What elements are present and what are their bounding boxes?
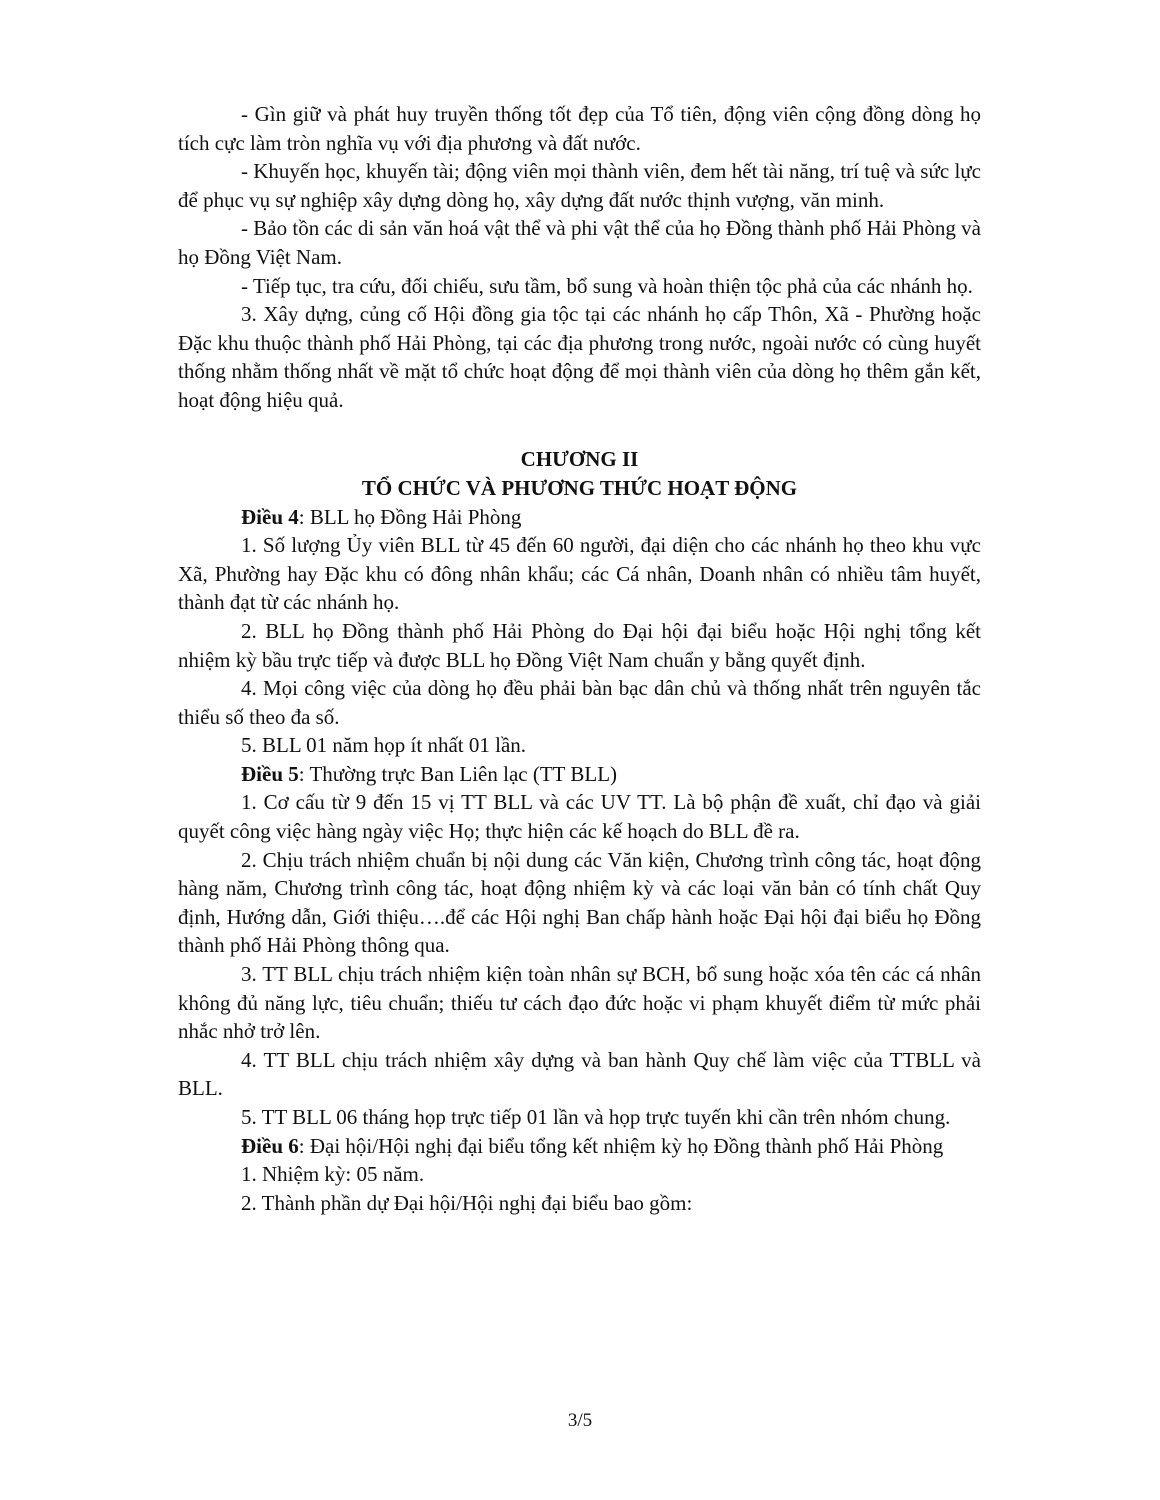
- article-item: 4. TT BLL chịu trách nhiệm xây dựng và ban hành Quy chế làm việc của TTBLL và BLL.: [178, 1047, 981, 1101]
- article-item: 4. Mọi công việc của dòng họ đều phải bàn bạc dân chủ và thống nhất trên nguyên tắc thiểu số theo đa số.: [178, 676, 981, 729]
- paragraph-preservation: - Bảo tồn các di sản văn hoá vật thể và phi vật thể của họ Đồng thành phố Hải Phòng và họ Đồng Việt Nam.: [178, 216, 981, 269]
- chapter-subtitle: TỔ CHỨC VÀ PHƯƠNG THỨC HOẠT ĐỘNG: [361, 475, 798, 500]
- paragraph-genealogy: - Tiếp tục, tra cứu, đối chiếu, sưu tầm, bổ sung và hoàn thiện tộc phả của các nhánh họ.: [241, 273, 973, 298]
- article-item: 2. BLL họ Đồng thành phố Hải Phòng do Đại hội đại biểu hoặc Hội nghị tổng kết nhiệm kỳ bầu trực tiếp và được BLL họ Đồng Việt Nam chuẩn y bằng quyết định.: [178, 618, 981, 672]
- page-number: 3/5: [567, 1410, 593, 1431]
- article-title: : Đại hội/Hội nghị đại biểu tổng kết nhiệm kỳ họ Đồng thành phố Hải Phòng: [298, 1133, 944, 1158]
- article-item: 1. Cơ cấu từ 9 đến 15 vị TT BLL và các UV TT. Là bộ phận đề xuất, chỉ đạo và giải quyết công việc hàng ngày việc Họ; thực hiện các kế hoạch do BLL đề ra.: [178, 790, 981, 844]
- chapter-title: CHƯƠNG II: [520, 446, 639, 471]
- article-title: : Thường trực Ban Liên lạc (TT BLL): [298, 761, 618, 786]
- intro-section: [178, 100, 981, 415]
- article-item: 1. Nhiệm kỳ: 05 năm.: [241, 1162, 425, 1187]
- article-label: Điều 4: [241, 504, 299, 529]
- paragraph-education: - Khuyến học, khuyến tài; động viên mọi thành viên, đem hết tài năng, trí tuệ và sức lực để phục vụ sự nghiệp xây dựng dòng họ, xây dựng đất nước thịnh vượng, văn minh.: [178, 159, 981, 212]
- article-heading: [178, 1132, 981, 1161]
- article-item: 5. TT BLL 06 tháng họp trực tiếp 01 lần và họp trực tuyến khi cần trên nhóm chung.: [241, 1105, 951, 1129]
- article-item: 2. Chịu trách nhiệm chuẩn bị nội dung các Văn kiện, Chương trình công tác, hoạt động hàng năm, Chương trình công tác, hoạt động nhiệm kỳ và các loại văn bản có tính chất Quy định, Hướng dẫn, Giới thiệu….để các Hội nghị Ban chấp hành hoặc Đại hội đại biểu họ Đồng thành phố Hải Phòng thông qua.: [178, 847, 981, 958]
- article-6: [178, 1132, 981, 1218]
- article-item: 3. TT BLL chịu trách nhiệm kiện toàn nhân sự BCH, bổ sung hoặc xóa tên các cá nhân không đủ năng lực, tiêu chuẩn; thiếu tư cách đạo đức hoặc vi phạm khuyết điểm từ mức phải nhắc nhở trở lên.: [178, 962, 981, 1044]
- article-label: Điều 6: [241, 1133, 299, 1158]
- article-title: : BLL họ Đồng Hải Phòng: [298, 504, 522, 529]
- article-item: 1. Số lượng Ủy viên BLL từ 45 đến 60 người, đại diện cho các nhánh họ theo khu vực Xã, Phường hay Đặc khu có đông nhân khẩu; các Cá nhân, Doanh nhân có nhiều tâm huyết, thành đạt từ các nhánh họ.: [178, 533, 981, 615]
- chapter-heading: [178, 445, 981, 503]
- article-5: [178, 760, 981, 1132]
- article-item: 2. Thành phần dự Đại hội/Hội nghị đại biểu bao gồm:: [241, 1190, 693, 1215]
- article-4: [178, 503, 981, 760]
- paragraph-heritage: - Gìn giữ và phát huy truyền thống tốt đẹp của Tổ tiên, động viên cộng đồng dòng họ tích cực làm tròn nghĩa vụ với địa phương và đất nước.: [178, 102, 981, 155]
- article-label: Điều 5: [241, 761, 299, 786]
- article-item: 5. BLL 01 năm họp ít nhất 01 lần.: [241, 733, 527, 758]
- article-heading: [178, 760, 981, 789]
- paragraph-clan-council: 3. Xây dựng, củng cố Hội đồng gia tộc tại các nhánh họ cấp Thôn, Xã - Phường hoặc Đặc khu thuộc thành phố Hải Phòng, tại các địa phương trong nước, ngoài nước có cùng huyết thống nhằm thống nhất về mặt tổ chức hoạt động để mọi thành viên của dòng họ thêm gắn kết, hoạt động hiệu quả.: [178, 302, 981, 412]
- article-heading: [178, 503, 981, 532]
- document-page: [178, 100, 981, 1217]
